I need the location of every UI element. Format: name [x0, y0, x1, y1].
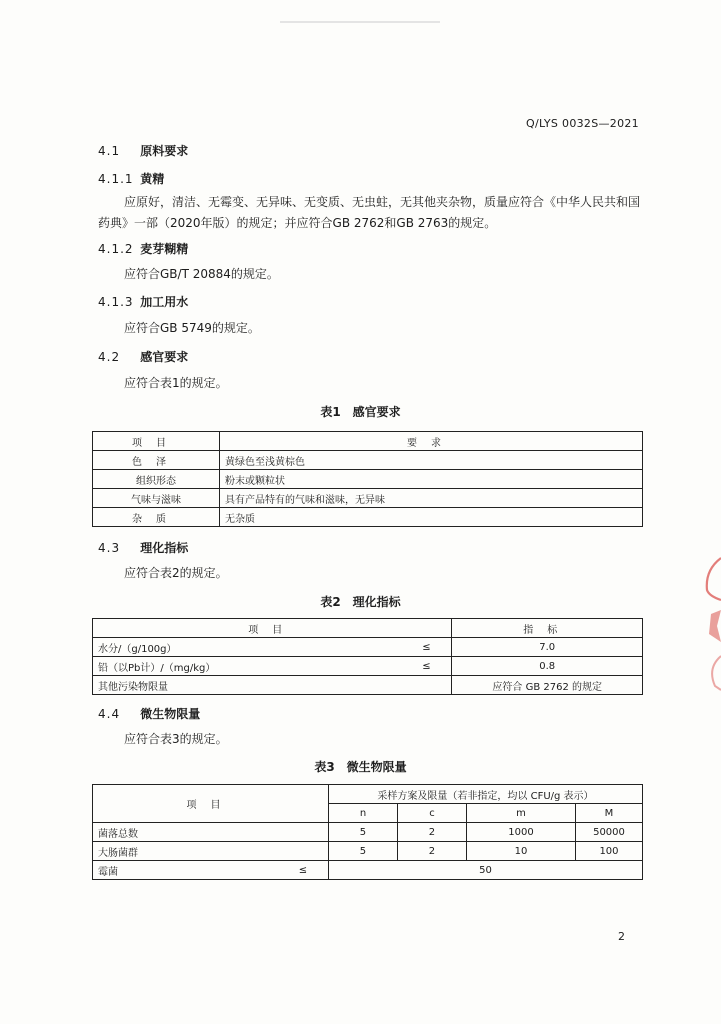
row-value: 粉末或颗粒状 — [220, 470, 643, 489]
standard-code: Q/LYS 0032S—2021 — [525, 117, 639, 130]
table2-caption: 表2 理化指标 — [320, 595, 401, 609]
seal-stamp-icon — [701, 556, 721, 696]
row-value: 应符合 GB 2762 的规定 — [452, 676, 643, 695]
table-row — [93, 676, 643, 695]
heading-4-1-1 — [98, 170, 164, 187]
table-header-row — [93, 432, 643, 451]
row-value: 5 — [328, 842, 397, 861]
table-row — [93, 638, 643, 657]
row-value: 7.0 — [452, 638, 643, 657]
row-value: 1000 — [466, 823, 575, 842]
page-number: 2 — [618, 930, 625, 943]
paragraph-maltodextrin: 应符合GB/T 20884的规定。 — [124, 267, 279, 281]
heading-number: 4.1.3 — [98, 295, 134, 309]
heading-number: 4.3 — [98, 541, 121, 555]
subheader-cell: M — [575, 804, 642, 823]
subheader-cell: m — [466, 804, 575, 823]
table3-caption: 表3 微生物限量 — [314, 760, 407, 774]
heading-number: 4.1 — [98, 144, 121, 158]
subheader-cell: n — [328, 804, 397, 823]
paragraph-water: 应符合GB 5749的规定。 — [124, 321, 260, 335]
header-cell: 要求 — [220, 432, 643, 451]
heading-4-1 — [98, 142, 188, 159]
row-value: 2 — [397, 842, 466, 861]
row-value: 具有产品特有的气味和滋味，无异味 — [220, 489, 643, 508]
table-header-row — [93, 785, 643, 804]
row-value: 50000 — [575, 823, 642, 842]
heading-4-1-2 — [98, 240, 188, 257]
row-value: 黄绿色至浅黄棕色 — [220, 451, 643, 470]
table1-caption: 表1 感官要求 — [320, 405, 401, 419]
row-label: 组织形态 — [93, 470, 220, 489]
table-row — [93, 861, 643, 880]
subheader-cell: c — [397, 804, 466, 823]
header-cell: 项目 — [93, 432, 220, 451]
header-cell: 采样方案及限量（若非指定，均以 CFU/g 表示） — [328, 785, 642, 804]
row-label: 菌落总数 — [93, 823, 329, 842]
row-symbol: ≤ — [278, 861, 329, 880]
table-row — [93, 823, 643, 842]
header-cell: 项目 — [93, 785, 329, 823]
heading-title: 黄精 — [140, 172, 165, 186]
heading-title: 感官要求 — [140, 350, 189, 364]
row-label: 杂质 — [93, 508, 220, 527]
row-value: 50 — [328, 861, 642, 880]
heading-title: 微生物限量 — [140, 707, 201, 721]
row-label: 水分/（g/100g） — [93, 638, 402, 657]
row-value: 10 — [466, 842, 575, 861]
row-value: 5 — [328, 823, 397, 842]
heading-number: 4.2 — [98, 350, 121, 364]
table-physchem — [92, 618, 643, 695]
table-header-row — [93, 619, 643, 638]
heading-4-2 — [98, 348, 188, 365]
heading-number: 4.1.2 — [98, 242, 134, 256]
row-value: 100 — [575, 842, 642, 861]
row-label: 铅（以Pb计）/（mg/kg） — [93, 657, 402, 676]
row-value: 2 — [397, 823, 466, 842]
heading-4-1-3 — [98, 293, 188, 310]
header-cell: 指标 — [452, 619, 643, 638]
header-cell: 项目 — [93, 619, 452, 638]
row-value: 0.8 — [452, 657, 643, 676]
paragraph-sensory: 应符合表1的规定。 — [124, 376, 228, 390]
row-symbol: ≤ — [401, 638, 452, 657]
row-symbol: ≤ — [401, 657, 452, 676]
paragraph-raw-material — [98, 192, 643, 234]
table-row — [93, 657, 643, 676]
paragraph-line: 应原好，清洁、无霉变、无异味、无变质、无虫蛀，无其他夹杂物，质量应符合《中华人民共和国 — [124, 195, 641, 209]
paragraph-micro: 应符合表3的规定。 — [124, 732, 228, 746]
row-label: 大肠菌群 — [93, 842, 329, 861]
table-row — [93, 451, 643, 470]
row-value: 无杂质 — [220, 508, 643, 527]
heading-number: 4.4 — [98, 707, 121, 721]
table-row — [93, 470, 643, 489]
table-micro — [92, 784, 643, 880]
row-label: 其他污染物限量 — [93, 676, 452, 695]
heading-number: 4.1.1 — [98, 172, 134, 186]
table-sensory — [92, 431, 643, 527]
row-label: 霉菌 — [93, 861, 278, 880]
table-row — [93, 489, 643, 508]
heading-4-3 — [98, 539, 188, 556]
heading-4-4 — [98, 705, 200, 722]
table-row — [93, 508, 643, 527]
heading-title: 麦芽糊精 — [140, 242, 189, 256]
table-row — [93, 842, 643, 861]
heading-title: 理化指标 — [140, 541, 189, 555]
paragraph-physchem: 应符合表2的规定。 — [124, 566, 228, 580]
row-label: 色泽 — [93, 451, 220, 470]
row-label: 气味与滋味 — [93, 489, 220, 508]
paragraph-line: 药典》一部（2020年版）的规定；并应符合GB 2762和GB 2763的规定。 — [98, 216, 497, 230]
heading-title: 加工用水 — [140, 295, 189, 309]
heading-title: 原料要求 — [140, 144, 189, 158]
scan-artifact — [280, 12, 440, 22]
